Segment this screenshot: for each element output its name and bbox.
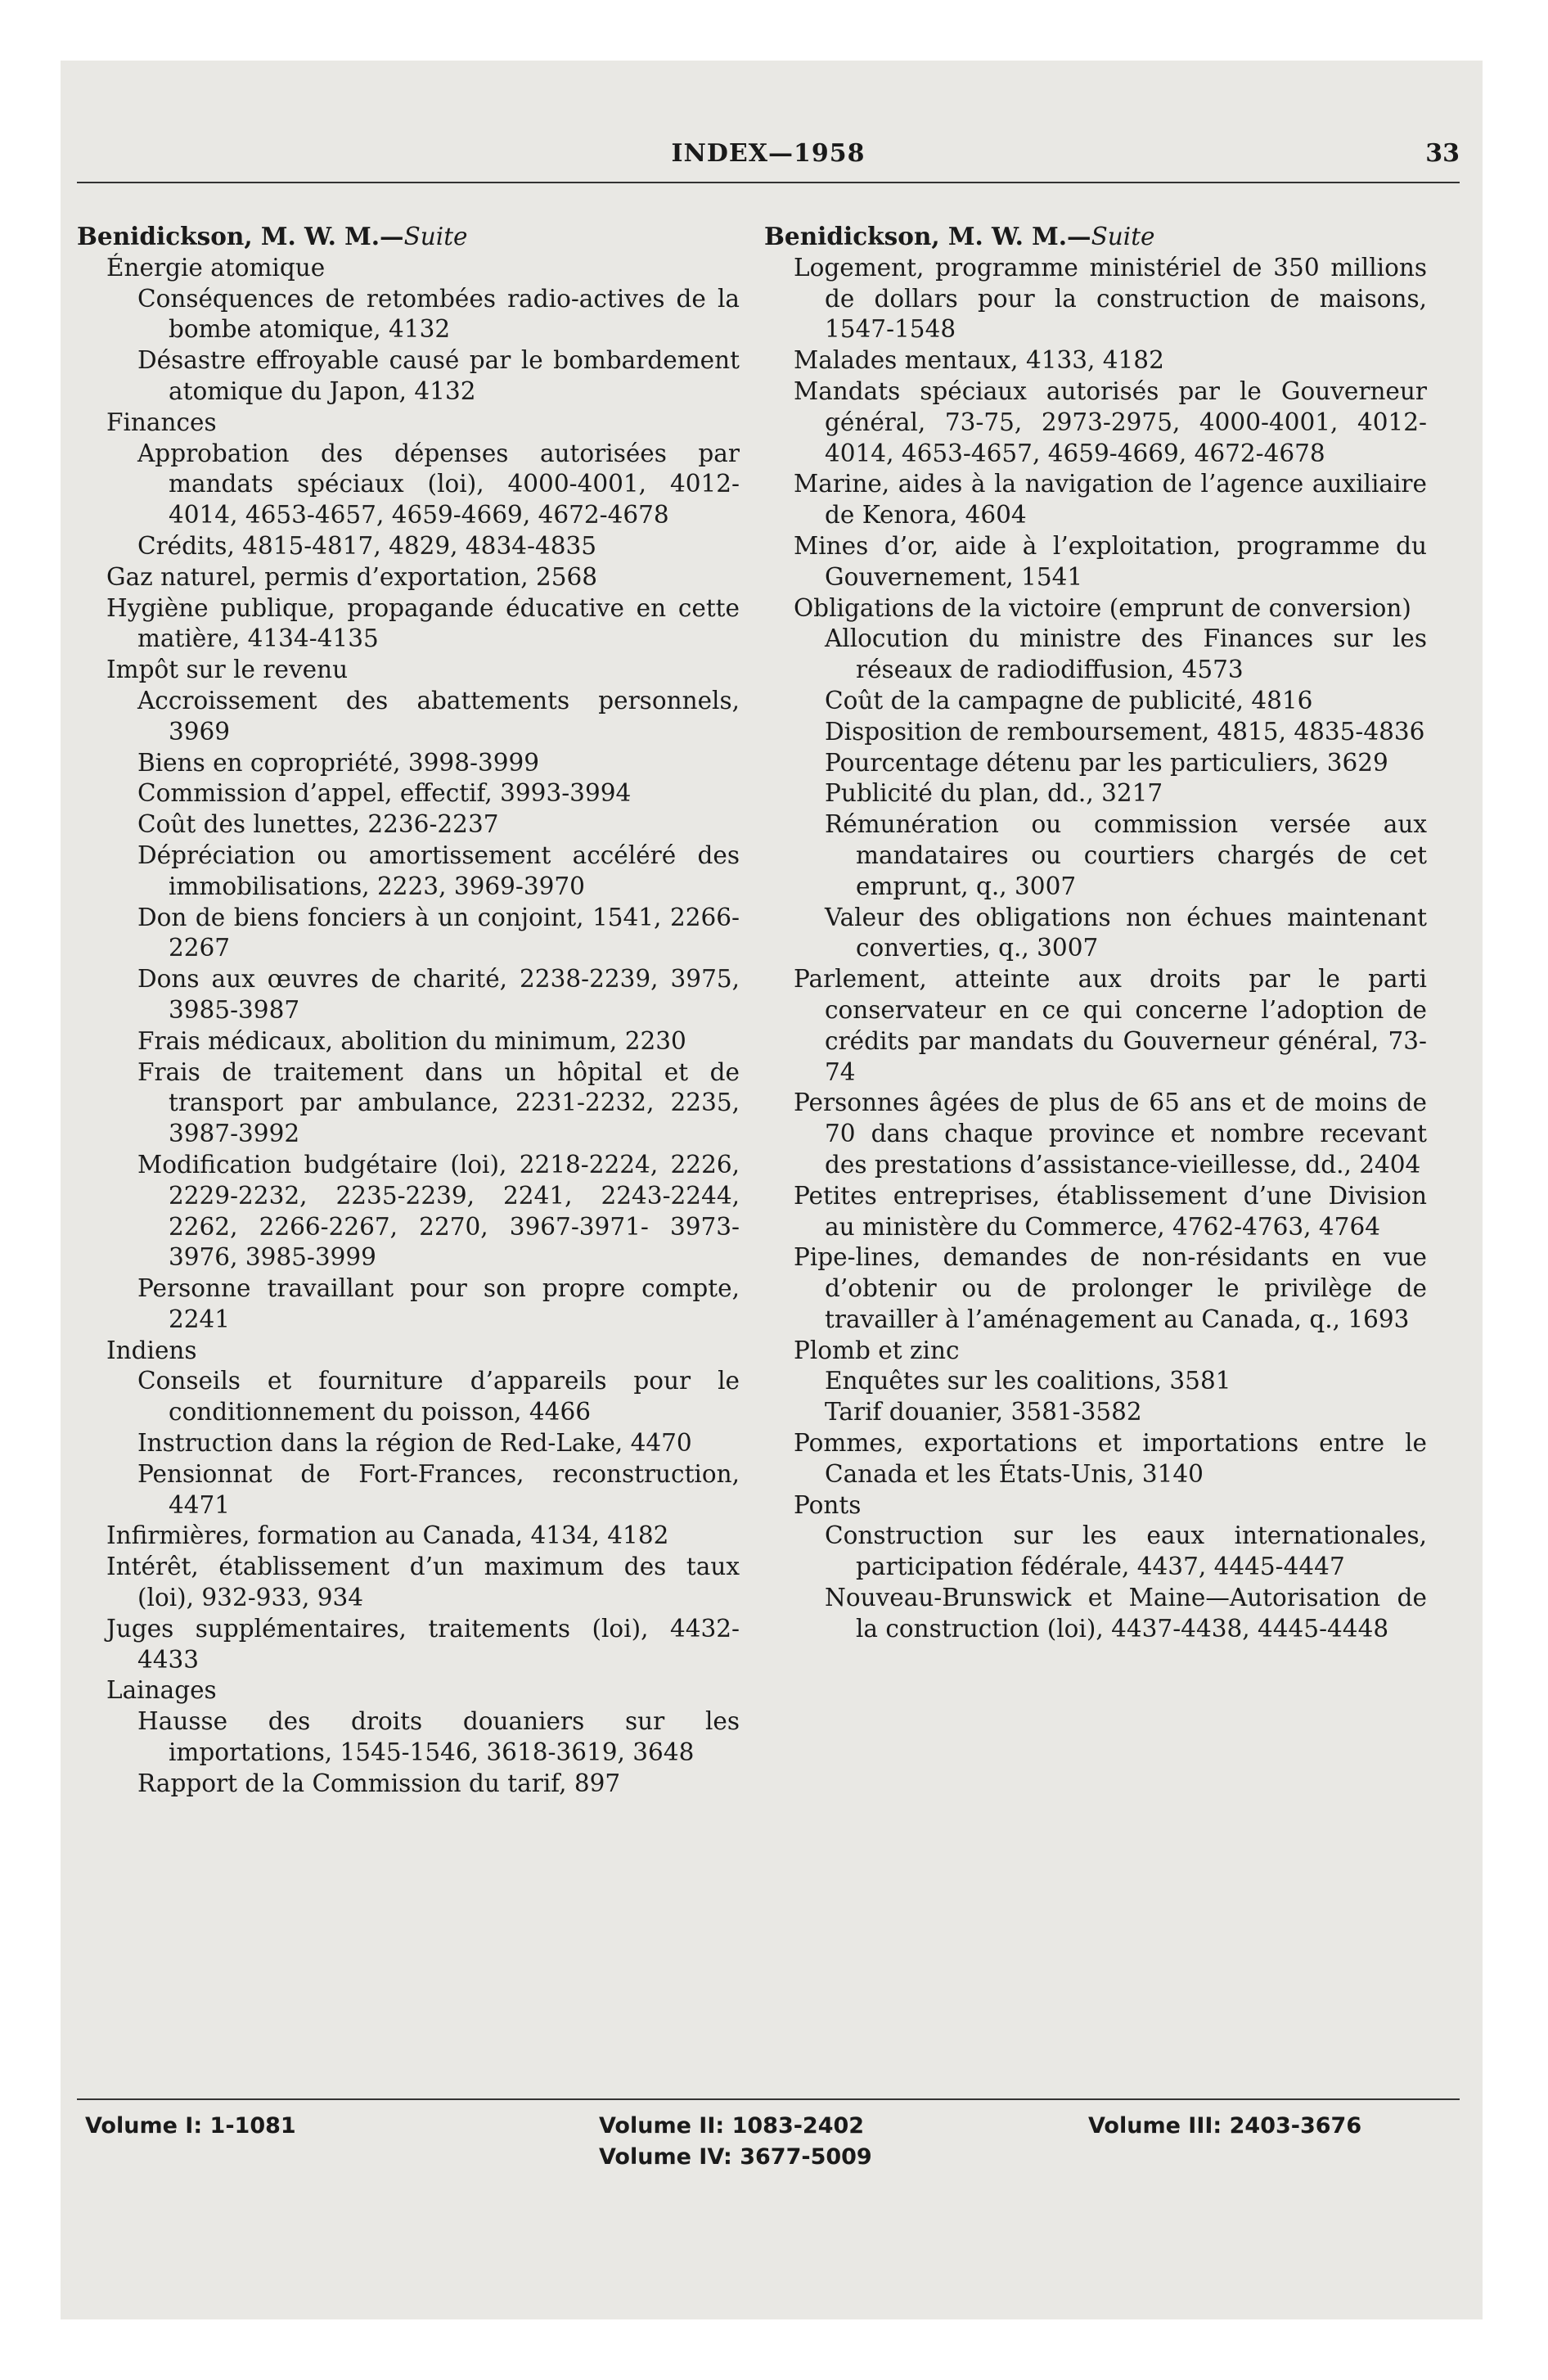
- index-entry: Intérêt, établissement d’un maximum des taux (loi), 932-933, 934: [106, 1553, 740, 1612]
- index-subentry: Rapport de la Commission du tarif, 897: [137, 1769, 621, 1797]
- continued-heading: [77, 221, 740, 253]
- index-entry: Parlement, atteinte aux droits par le parti conservateur en ce qui concerne l’adoption de crédits par mandats du Gouverneur général, 73-74: [794, 965, 1427, 1086]
- index-entry: Finances: [106, 408, 217, 436]
- index-subentry: Tarif douanier, 3581-3582: [825, 1398, 1142, 1427]
- index-subentry: Approbation des dépenses autorisées par mandats spéciaux (loi), 4000-4001, 4012-4014, 4653-4657, 4659-4669, 4672-4678: [137, 439, 740, 530]
- index-subentry: Allocution du ministre des Finances sur les réseaux de radiodiffusion, 4573: [825, 624, 1427, 684]
- index-subentry: Enquêtes sur les coalitions, 3581: [825, 1367, 1231, 1395]
- index-subentry: Coût des lunettes, 2236-2237: [137, 810, 499, 839]
- index-entry: Énergie atomique: [106, 253, 326, 282]
- index-subentry: Pensionnat de Fort-Frances, reconstruction, 4471: [137, 1459, 740, 1519]
- index-entry: Petites entreprises, établissement d’une Division au ministère du Commerce, 4762-4763, 4764: [794, 1181, 1427, 1241]
- index-entry: Mandats spéciaux autorisés par le Gouverneur général, 73-75, 2973-2975, 4000-4001, 4012-4014, 4653-4657, 4659-4669, 4672-4678: [794, 376, 1427, 467]
- index-subentry: Construction sur les eaux internationales, participation fédérale, 4437, 4445-4447: [825, 1521, 1427, 1581]
- volume-2-range: Volume II: 1083-2402: [599, 2113, 865, 2139]
- index-entry: Malades mentaux, 4133, 4182: [794, 346, 1164, 375]
- index-subentry: Dons aux œuvres de charité, 2238-2239, 3975, 3985-3987: [137, 965, 740, 1024]
- page-number: 33: [1425, 139, 1460, 168]
- scanned-page: [61, 61, 1483, 2319]
- index-subentry: Conseils et fourniture d’appareils pour le conditionnement du poisson, 4466: [137, 1367, 740, 1427]
- index-subentry: Publicité du plan, dd., 3217: [825, 779, 1163, 808]
- index-entry: Impôt sur le revenu: [106, 656, 349, 684]
- index-subentry: Crédits, 4815-4817, 4829, 4834-4835: [137, 531, 597, 560]
- index-subentry: Disposition de remboursement, 4815, 4835-4836: [825, 717, 1425, 746]
- index-subentry: Pourcentage détenu par les particuliers, 3629: [825, 748, 1388, 777]
- index-entry: Juges supplémentaires, traitements (loi), 4432-4433: [106, 1614, 740, 1674]
- index-subentry: Personne travaillant pour son propre compte, 2241: [137, 1274, 740, 1333]
- index-subentry: Modification budgétaire (loi), 2218-2224, 2226, 2229-2232, 2235-2239, 2241, 2243-2244, 2262, 2266-2267, 2270, 3967-3971- 3973-3976, 3985-3999: [137, 1150, 740, 1272]
- header-rule: [77, 182, 1460, 183]
- index-entry: Plomb et zinc: [794, 1336, 960, 1364]
- footer-rule: [77, 2098, 1460, 2100]
- index-subentry: Commission d’appel, effectif, 3993-3994: [137, 779, 632, 808]
- index-entry: Ponts: [794, 1490, 862, 1519]
- continued-heading: [764, 221, 1427, 253]
- index-subentry: Frais médicaux, abolition du minimum, 2230: [137, 1026, 686, 1055]
- volume-3-range: Volume III: 2403-3676: [1088, 2113, 1362, 2139]
- left-column: [77, 221, 740, 1800]
- index-entry: Indiens: [106, 1336, 197, 1364]
- index-subentry: Accroissement des abattements personnels, 3969: [137, 686, 740, 746]
- index-entry: Personnes âgées de plus de 65 ans et de moins de 70 dans chaque province et nombre recevant des prestations d’assistance-vieillesse, dd., 2404: [794, 1089, 1427, 1179]
- heading-name: Benidickson, M. W. M.—: [764, 222, 1091, 250]
- volume-1-range: Volume I: 1-1081: [85, 2113, 296, 2139]
- index-subentry: Coût de la campagne de publicité, 4816: [825, 686, 1313, 714]
- index-subentry: Frais de traitement dans un hôpital et de transport par ambulance, 2231-2232, 2235, 3987-3992: [137, 1057, 740, 1148]
- heading-suite: Suite: [403, 223, 468, 250]
- page-title: INDEX—1958: [671, 139, 866, 168]
- index-entry: Obligations de la victoire (emprunt de conversion): [794, 593, 1411, 622]
- index-subentry: Désastre effroyable causé par le bombardement atomique du Japon, 4132: [137, 346, 740, 405]
- index-subentry: Dépréciation ou amortissement accéléré des immobilisations, 2223, 3969-3970: [137, 841, 740, 900]
- index-entry: Marine, aides à la navigation de l’agence auxiliaire de Kenora, 4604: [794, 470, 1427, 530]
- heading-suite: Suite: [1091, 223, 1155, 250]
- index-entry: Pommes, exportations et importations entre le Canada et les États-Unis, 3140: [794, 1429, 1427, 1488]
- index-subentry: Hausse des droits douaniers sur les importations, 1545-1546, 3618-3619, 3648: [137, 1707, 740, 1767]
- index-subentry: Don de biens fonciers à un conjoint, 1541, 2266-2267: [137, 903, 740, 962]
- index-entry: Logement, programme ministériel de 350 millions de dollars pour la construction de maisons, 1547-1548: [794, 253, 1427, 344]
- index-subentry: Valeur des obligations non échues maintenant converties, q., 3007: [825, 903, 1427, 962]
- heading-name: Benidickson, M. W. M.—: [77, 222, 404, 250]
- right-column: [764, 221, 1427, 1645]
- index-subentry: Rémunération ou commission versée aux mandataires ou courtiers chargés de cet emprunt, q., 3007: [825, 810, 1427, 900]
- left-entries: [77, 253, 740, 1800]
- running-head: [77, 139, 1460, 175]
- index-subentry: Instruction dans la région de Red-Lake, 4470: [137, 1429, 692, 1458]
- index-entry: Gaz naturel, permis d’exportation, 2568: [106, 562, 598, 591]
- index-entry: Hygiène publique, propagande éducative en cette matière, 4134-4135: [106, 593, 740, 653]
- volume-4-range: Volume IV: 3677-5009: [599, 2144, 872, 2170]
- index-entry: Pipe-lines, demandes de non-résidants en vue d’obtenir ou de prolonger le privilège de travailler à l’aménagement au Canada, q., 1693: [794, 1243, 1427, 1333]
- index-subentry: Conséquences de retombées radio-actives de la bombe atomique, 4132: [137, 284, 740, 344]
- index-entry: Mines d’or, aide à l’exploitation, programme du Gouvernement, 1541: [794, 531, 1427, 591]
- index-subentry: Biens en copropriété, 3998-3999: [137, 748, 540, 777]
- index-entry: Lainages: [106, 1676, 217, 1705]
- index-entry: Infirmières, formation au Canada, 4134, 4182: [106, 1521, 669, 1550]
- right-entries: [764, 253, 1427, 1645]
- index-subentry: Nouveau-Brunswick et Maine—Autorisation de la construction (loi), 4437-4438, 4445-4448: [825, 1584, 1427, 1643]
